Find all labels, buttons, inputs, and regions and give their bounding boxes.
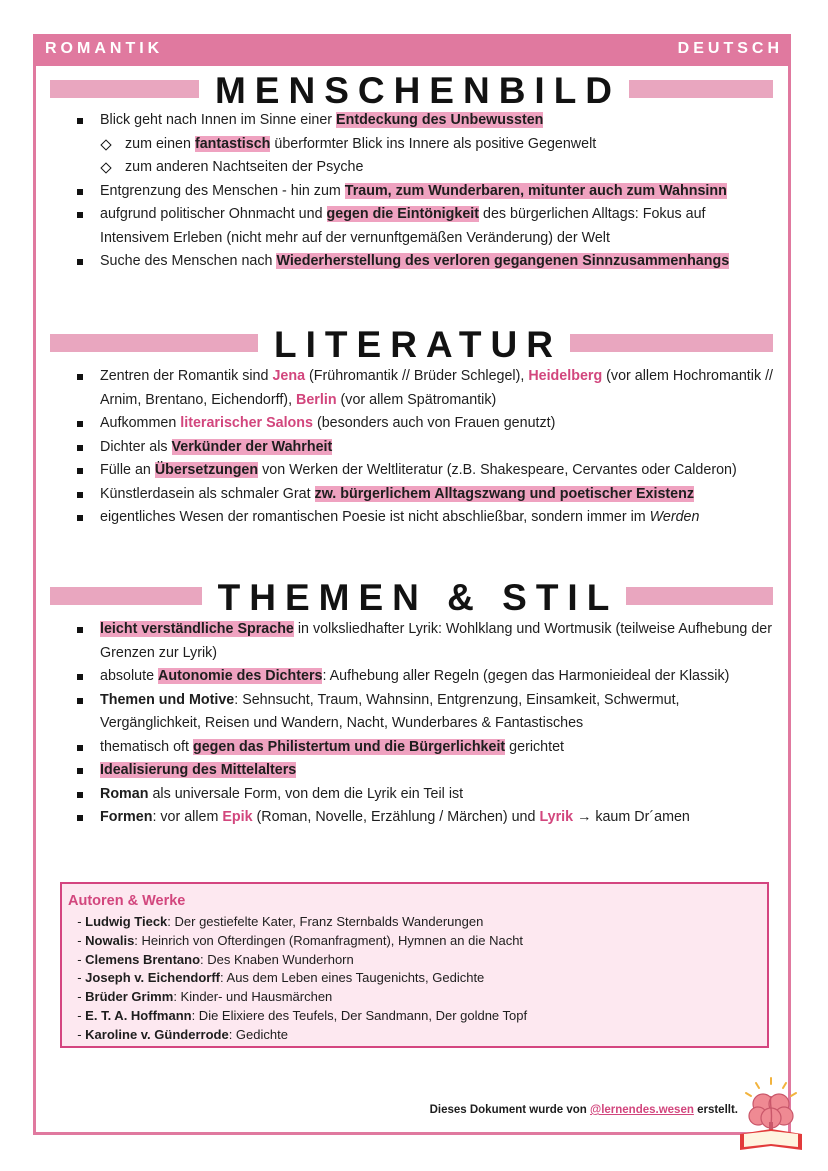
authors-list	[70, 913, 527, 1045]
bullet-icon	[77, 212, 83, 218]
author-item: - Clemens Brentano: Des Knaben Wunderhorn	[70, 951, 354, 967]
brain-book-logo-icon	[736, 1074, 806, 1154]
list-item: thematisch oft gegen das Philistertum und die Bürgerlichkeit gerichtet	[75, 736, 775, 760]
list-item: leicht verständliche Sprache in volksliedhafter Lyrik: Wohlklang und Wortmusik (teilweise Aufhebung der Grenzen zur Lyrik)	[75, 618, 775, 665]
bullet-icon	[77, 768, 83, 774]
bullet-icon	[77, 515, 83, 521]
bullet-icon	[77, 421, 83, 427]
list-item: aufgrund politischer Ohnmacht und gegen die Eintönigkeit des bürgerlichen Alltags: Fokus auf Intensivem Erleben (nicht mehr auf der vernunftgemäßen Veränderung) der Welt	[75, 203, 775, 250]
bullet-icon	[77, 374, 83, 380]
list-item: Aufkommen literarischer Salons (besonders auch von Frauen genutzt)	[75, 412, 775, 436]
subject-label: ROMANTIK	[45, 40, 164, 57]
diamond-bullet-icon	[100, 139, 111, 150]
authors-box	[60, 882, 769, 1048]
header-bar	[33, 34, 791, 66]
author-item: - Ludwig Tieck: Der gestiefelte Kater, Franz Sternbalds Wanderungen	[70, 914, 484, 929]
course-label: DEUTSCH	[677, 40, 783, 57]
diamond-bullet-icon	[100, 162, 111, 173]
bullet-icon	[77, 792, 83, 798]
list-item: Zentren der Romantik sind Jena (Frühromantik // Brüder Schlegel), Heidelberg (vor allem Hochromantik // Arnim, Brentano, Eichendorff), Berlin (vor allem Spätromantik)	[75, 365, 775, 412]
bullet-icon	[77, 745, 83, 751]
literatur-list	[75, 365, 775, 530]
authors-title: Autoren & Werke	[68, 893, 186, 909]
bullet-icon	[77, 259, 83, 265]
list-item: Idealisierung des Mittelalters	[75, 759, 775, 783]
themen-list	[75, 618, 775, 830]
bullet-icon	[77, 492, 83, 498]
section-title-literatur: LITERATUR	[0, 323, 828, 367]
bullet-icon	[77, 189, 83, 195]
list-item: Fülle an Übersetzungen von Werken der Weltliteratur (z.B. Shakespeare, Cervantes oder Calderon)	[75, 459, 775, 483]
list-item: absolute Autonomie des Dichters: Aufhebung aller Regeln (gegen das Harmonieideal der Klassik)	[75, 665, 775, 689]
list-item: Entgrenzung des Menschen - hin zum Traum, zum Wunderbaren, mitunter auch zum Wahnsinn	[75, 180, 775, 204]
bullet-icon	[77, 815, 83, 821]
bullet-icon	[77, 468, 83, 474]
author-item: - Karoline v. Günderrode: Gedichte	[70, 1026, 288, 1042]
bullet-icon	[77, 445, 83, 451]
menschenbild-list	[75, 109, 775, 274]
bullet-icon	[77, 698, 83, 704]
bullet-icon	[77, 627, 83, 633]
bullet-icon	[77, 118, 83, 124]
author-item: - Joseph v. Eichendorff: Aus dem Leben eines Taugenichts, Gedichte	[70, 970, 485, 986]
footer-credit: Dieses Dokument wurde von @lernendes.wesen erstellt.	[429, 1104, 738, 1116]
list-item: eigentliches Wesen der romantischen Poesie ist nicht abschließbar, sondern immer im Werden	[75, 506, 775, 530]
author-link[interactable]: @lernendes.wesen	[589, 1104, 694, 1116]
author-item: - Brüder Grimm: Kinder- und Hausmärchen	[70, 989, 333, 1005]
list-item: Suche des Menschen nach Wiederherstellung des verloren gegangenen Sinnzusammenhangs	[75, 250, 775, 274]
list-item: Themen und Motive: Sehnsucht, Traum, Wahnsinn, Entgrenzung, Einsamkeit, Schwermut, Vergänglichkeit, Reisen und Wandern, Nacht, Wunderbares & Fantastisches	[75, 689, 775, 736]
list-item: Dichter als Verkünder der Wahrheit	[75, 436, 775, 460]
list-item: Formen: vor allem Epik (Roman, Novelle, Erzählung / Märchen) und Lyrik → kaum Dr´amen	[75, 806, 775, 830]
list-item: Künstlerdasein als schmaler Grat zw. bürgerlichem Alltagszwang und poetischer Existenz	[75, 483, 775, 507]
section-title-themen: THEMEN & STIL	[0, 576, 828, 620]
list-item: Blick geht nach Innen im Sinne einer Entdeckung des Unbewussten	[75, 109, 775, 133]
list-item: zum anderen Nachtseiten der Psyche	[75, 156, 775, 180]
author-item: - E. T. A. Hoffmann: Die Elixiere des Teufels, Der Sandmann, Der goldne Topf	[70, 1007, 528, 1023]
bullet-icon	[77, 674, 83, 680]
author-item: - Nowalis: Heinrich von Ofterdingen (Romanfragment), Hymnen an die Nacht	[70, 932, 524, 948]
list-item: Roman als universale Form, von dem die Lyrik ein Teil ist	[75, 783, 775, 807]
list-item: zum einen fantastisch überformter Blick ins Innere als positive Gegenwelt	[75, 133, 775, 157]
section-title-menschenbild: MENSCHENBILD	[0, 69, 828, 113]
